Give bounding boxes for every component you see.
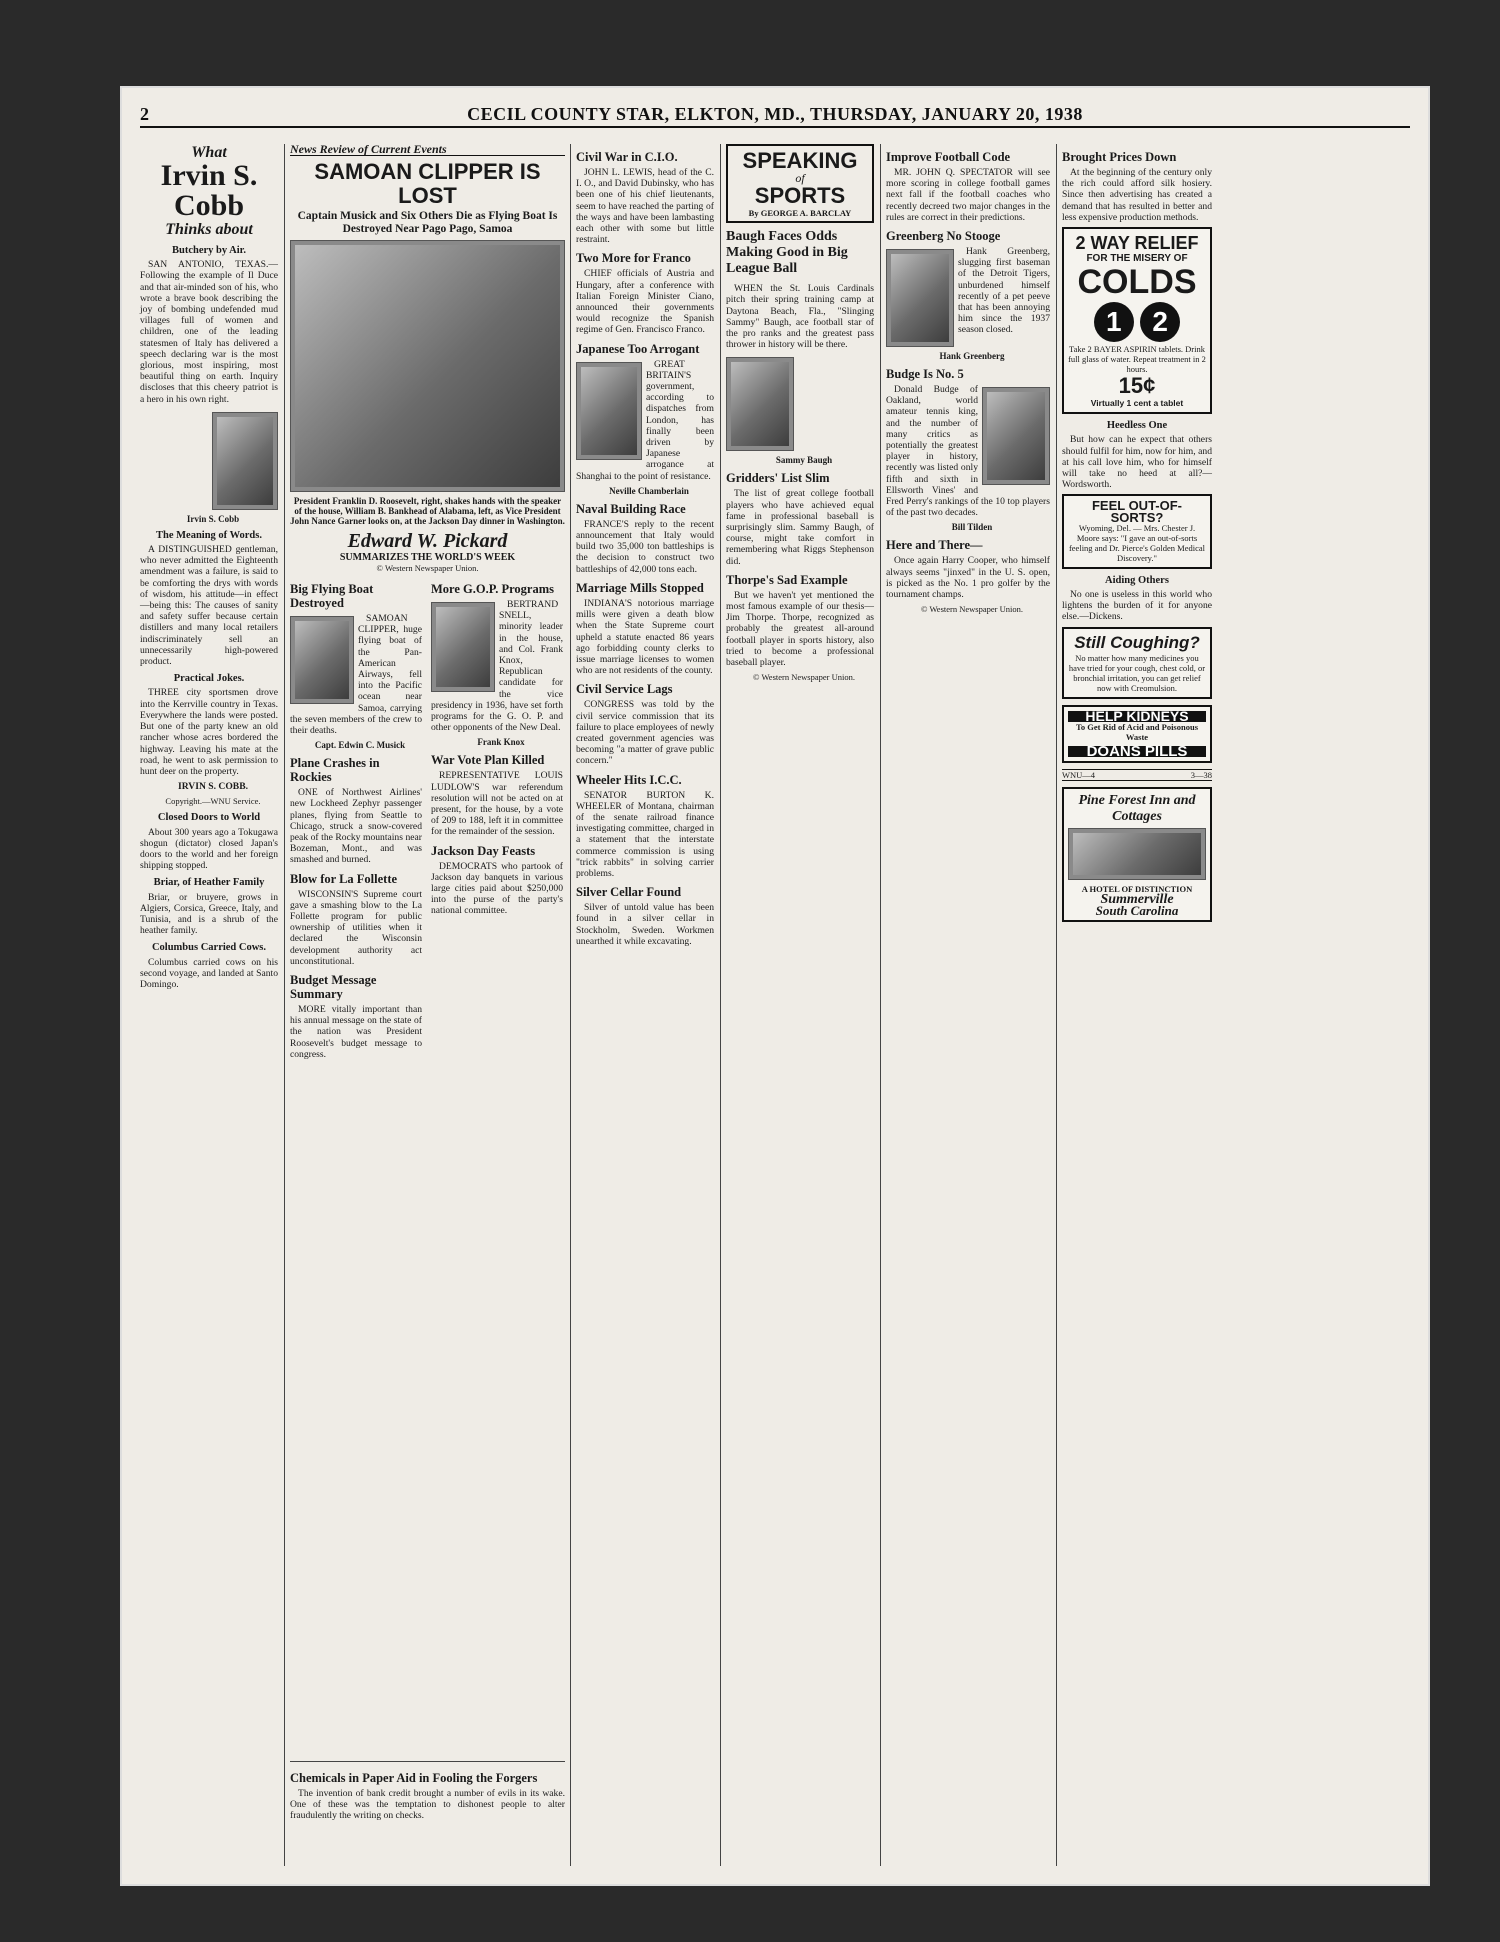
football-paragraph-4: Once again Harry Cooper, who himself always seems "jinxed" in the U. S. open, is picked as the No. 1 pro golfer by the tournament champs. xyxy=(886,555,1050,601)
relief-top: 2 WAY RELIEF xyxy=(1075,233,1199,254)
inn-headline: Pine Forest Inn and Cottages xyxy=(1078,793,1196,825)
cobb-heading-2: The Meaning of Words. xyxy=(156,529,262,541)
sports-logo-bottom: SPORTS xyxy=(754,183,846,209)
news-byline xyxy=(290,530,565,573)
knox-photo xyxy=(431,602,495,692)
relief-mid: FOR THE MISERY OF xyxy=(1086,253,1188,265)
news-photo-caption: President Franklin D. Roosevelt, right, shakes hands with the speaker of the house, William B. Bankhead of Alabama, left, as Vice President John Nance Garner looks on, at the Jackson Day dinner in Washington. xyxy=(290,496,565,527)
sports-logo xyxy=(726,144,874,223)
musick-photo xyxy=(290,616,354,704)
wnu-line xyxy=(1062,769,1212,781)
cobb-paragraph-6: Columbus carried cows on his second voyage, and landed at Santo Domingo. xyxy=(140,956,278,990)
news-photo xyxy=(290,240,565,492)
news-heading-5: More G.O.P. Programs xyxy=(431,582,555,596)
cio-paragraph-8: Silver of untold value has been found in a silver cellar in Stockholm, Sweden. Workmen unearthed it while excavating. xyxy=(576,902,714,947)
inn-illustration xyxy=(1068,828,1206,880)
cobb-paragraph-1: SAN ANTONIO, TEXAS.—Following the example of Il Duce and that air-minded son of his, who wrote a brave book describing the joy of bombing undefended mud villages full of women and children, one of the leading statesmen of Italy has delivered a speech declaring war is the most glorious, most inspiring, most beautiful thing on earth. Inquiry discloses that this cheery patriot is a hero in his own right. xyxy=(140,259,278,405)
football-paragraph-3: Donald Budge of Oakland, world amateur tennis king, and the number of many critics as potentially the greatest player in history, recently was listed only fifth and sixth in Ellsworth Vines' and Fred Perry's rankings of the 10 top players of the past two decades. xyxy=(886,384,1050,519)
cobb-logo-thinks: Thinks about xyxy=(165,221,253,238)
news-heading-1: Big Flying Boat Destroyed xyxy=(290,582,374,610)
masthead-title: CECIL COUNTY STAR, ELKTON, MD., THURSDAY, JANUARY 20, 1938 xyxy=(467,104,1083,124)
cio-paragraph-1: JOHN L. LEWIS, head of the C. I. O., and David Dubinsky, who has been one of his chief lieutenants, seem to have reached the parting of the ways and have been lambasting each other with some but little restraint. xyxy=(576,167,714,246)
news-byline-copy: © Western Newspaper Union. xyxy=(376,563,479,574)
football-heading-1: Improve Football Code xyxy=(886,150,1011,164)
wnu-code: WNU—4 xyxy=(1062,770,1096,781)
column-rule xyxy=(880,144,881,1866)
pierce-ad xyxy=(1062,494,1212,568)
cio-heading-7: Wheeler Hits I.C.C. xyxy=(576,772,682,787)
relief-text: Take 2 BAYER ASPIRIN tablets. Drink full glass of water. Repeat treatment in 2 hours. xyxy=(1068,344,1206,375)
musick-photo-caption: Capt. Edwin C. Musick xyxy=(314,740,406,751)
cobb-logo-what: What xyxy=(191,144,227,161)
newspaper-page xyxy=(120,86,1430,1886)
column-rule xyxy=(284,144,285,1866)
cobb-paragraph-4: About 300 years ago a Tokugawa shogun (dictator) closed Japan's doors to the world and her foreign shipping stopped. xyxy=(140,826,278,872)
news-byline-sub: SUMMARIZES THE WORLD'S WEEK xyxy=(339,552,516,564)
cobb-photo-caption: Irvin S. Cobb xyxy=(186,513,240,524)
inn-text: A HOTEL OF DISTINCTION xyxy=(1081,884,1193,895)
ads-heading-1: Brought Prices Down xyxy=(1062,150,1177,164)
number-one-icon: 1 xyxy=(1094,302,1134,342)
tilden-photo xyxy=(982,387,1050,485)
sports-copyright: © Western Newspaper Union. xyxy=(753,672,855,683)
inn-location: Summerville xyxy=(1100,892,1174,908)
column-cobb xyxy=(140,144,278,1866)
feel-headline: FEEL OUT-OF-SORTS? xyxy=(1091,498,1183,525)
cobb-heading-3: Practical Jokes. xyxy=(173,673,245,685)
ads-heading-2: Heedless One xyxy=(1106,420,1168,432)
news-heading-7: Jackson Day Feasts xyxy=(431,843,536,858)
football-heading-3: Budge Is No. 5 xyxy=(886,367,964,382)
column-news-b xyxy=(431,576,563,1756)
column-news-a xyxy=(290,576,422,1756)
news-paragraph-4: MORE vitally important than his annual message on the state of the nation was President Roosevelt's budget message to congress. xyxy=(290,1004,422,1060)
news-headline: SAMOAN CLIPPER IS LOST xyxy=(314,159,541,209)
sports-paragraph-1: WHEN the St. Louis Cardinals pitch their spring training camp at Daytona Beach, Fla., "Slinging Sammy" Baugh, ace football star of the pro ranks and the greatest pass thrower in history will be there. xyxy=(726,283,874,351)
cobb-copyright: Copyright.—WNU Service. xyxy=(165,796,261,807)
cio-heading-1: Civil War in C.I.O. xyxy=(576,150,678,164)
football-heading-4: Here and There— xyxy=(886,538,983,553)
cobb-logo xyxy=(140,144,278,239)
news-paragraph-3: WISCONSIN'S Supreme court gave a smashing blow to the La Follette program for public ownership of utilities when it declared the Wisconsin development authority act unconstitutional. xyxy=(290,888,422,967)
cobb-logo-name: Irvin S. Cobb xyxy=(160,159,258,222)
news-subhead: Captain Musick and Six Others Die as Flying Boat Is Destroyed Near Pago Pago, Samoa xyxy=(297,210,558,236)
relief-price: 15¢ xyxy=(1118,373,1156,399)
number-two-icon: 2 xyxy=(1140,302,1180,342)
creomulsion-ad xyxy=(1062,627,1212,699)
news-paragraph-1: SAMOAN CLIPPER, huge flying boat of the Pan-American Airways, fell into the Pacific ocean near Samoa, carrying the seven members of the crew to their deaths. xyxy=(290,613,422,737)
news-paragraph-7: DEMOCRATS who partook of Jackson day banquets in various large cities paid about $250,000 into the purse of the party's national committee. xyxy=(431,860,563,917)
cio-paragraph-6: CONGRESS was told by the civil service commission that its failure to place employees of newly created government agencies was becoming "a matter of grave public concern." xyxy=(576,699,714,767)
sports-paragraph-3: But we haven't yet mentioned the most famous example of our thesis—Jim Thorpe. Thorpe, recognized as probably the greatest all-around football player in sports history, also tried to become a professional baseball player. xyxy=(726,589,874,669)
knox-photo-caption: Frank Knox xyxy=(477,737,525,748)
feel-text: Wyoming, Del. — Mrs. Chester J. Moore says: "I gave an out-of-sorts feeling and Dr. Pierce's Golden Medical Discovery." xyxy=(1068,522,1206,563)
column-ads xyxy=(1062,144,1212,1866)
news-heading-3: Blow for La Follette xyxy=(290,871,398,886)
chamberlain-photo-caption: Neville Chamberlain xyxy=(609,485,689,496)
cobb-signature: IRVIN S. COBB. xyxy=(177,781,249,793)
cio-heading-4: Naval Building Race xyxy=(576,501,686,516)
ads-paragraph-3: No one is useless in this world who lightens the burden of it for anyone else.—Dickens. xyxy=(1062,589,1212,623)
doans-logo: DOANS PILLS xyxy=(1068,746,1206,757)
bayer-ad xyxy=(1062,227,1212,414)
ads-heading-3: Aiding Others xyxy=(1105,574,1169,586)
cough-text: No matter how many medicines you have tried for your cough, chest cold, or bronchial irritation, you can get relief now with Creomulsion. xyxy=(1068,652,1206,693)
sports-logo-of: of xyxy=(795,171,805,185)
kidneys-sub: To Get Rid of Acid and Poisonous Waste xyxy=(1075,721,1199,742)
greenberg-photo xyxy=(886,249,954,347)
baugh-photo xyxy=(726,357,794,451)
cobb-paragraph-5: Briar, or bruyere, grows in Algiers, Corsica, Greece, Italy, and Tunisia, and is a shrub of the heather family. xyxy=(140,891,278,937)
cobb-paragraph-2: A DISTINGUISHED gentleman, who never admitted the Eighteenth amendment was a failure, is said to be comforting the drys with words of wisdom, his attitude—in effect—being this: The causes of sanity and safety suffer because certain distillers and many local retailers indiscriminately sell an unnecessarily high-powered product. xyxy=(140,544,278,668)
kidneys-headline: HELP KIDNEYS xyxy=(1068,711,1206,722)
cio-paragraph-3: GREAT BRITAIN'S government, according to dispatches from London, has finally been driven by Japanese arrogance at Shanghai to the point of resistance. xyxy=(576,358,714,482)
news-heading-8: Chemicals in Paper Aid in Fooling the Forgers xyxy=(290,1771,538,1785)
cio-paragraph-7: SENATOR BURTON K. WHEELER of Montana, chairman of the senate railroad finance investigating committee, charged in a statement that the interstate commerce commission is using "trick rabbits" in solving carrier problems. xyxy=(576,789,714,879)
sports-headline: Baugh Faces Odds Making Good in Big League Ball xyxy=(726,229,848,277)
cio-heading-2: Two More for Franco xyxy=(576,251,691,266)
cobb-heading-4: Closed Doors to World xyxy=(157,812,261,824)
relief-colds: COLDS xyxy=(1077,263,1197,302)
column-rule xyxy=(720,144,721,1866)
news-paragraph-5: BERTRAND SNELL, minority leader in the house, and Col. Frank Knox, Republican candidate for the vice presidency in 1936, have set forth programs for the G. O. P. and other opponents of the New Deal. xyxy=(431,599,563,734)
doans-ad xyxy=(1062,705,1212,763)
masthead xyxy=(140,104,1410,128)
sports-paragraph-2: The list of great college football players who have achieved equal fame in professional baseball is surprisingly slim. Sammy Baugh, of course, might take comfort in remembering what Riggs Stephenson did. xyxy=(726,488,874,567)
greenberg-photo-caption: Hank Greenberg xyxy=(939,351,1005,362)
news-kicker: News Review of Current Events xyxy=(290,144,565,156)
column-news-bottom xyxy=(290,1761,565,1866)
cio-paragraph-5: INDIANA'S notorious marriage mills were given a death blow when the State Supreme court upheld a statute enacted 86 years ago forbidding county clerks to issue marriage licenses to women who are not residents of the county. xyxy=(576,597,714,677)
cobb-photo xyxy=(212,412,278,510)
cio-heading-6: Civil Service Lags xyxy=(576,682,673,697)
news-paragraph-2: ONE of Northwest Airlines' new Lockheed Zephyr passenger planes, flying from Seattle to Chicago, struck a snow-covered peak of the Rocky mountains near Bozeman, Mont., and was smashed and burned. xyxy=(290,787,422,866)
football-heading-2: Greenberg No Stooge xyxy=(886,229,1001,244)
news-heading-4: Budget Message Summary xyxy=(290,973,377,1002)
column-sports xyxy=(726,144,874,1866)
tilden-photo-caption: Bill Tilden xyxy=(951,522,993,533)
cio-paragraph-4: FRANCE'S reply to the recent announcement that Italy would build two 35,000 ton battleships is the decision to construct two battleships of 42,000 tons each. xyxy=(576,518,714,575)
football-copyright: © Western Newspaper Union. xyxy=(921,604,1023,615)
column-news-top xyxy=(290,142,565,574)
football-paragraph-1: MR. JOHN Q. SPECTATOR will see more scoring in college football games next fall if the football coaches who recently decreed two major changes in the rules are correct in their predictions. xyxy=(886,167,1050,223)
cough-headline: Still Coughing? xyxy=(1074,632,1200,652)
page-number: 2 xyxy=(140,104,149,124)
cobb-heading-1: Butchery by Air. xyxy=(172,245,246,256)
news-heading-2: Plane Crashes in Rockies xyxy=(290,756,380,785)
column-rule xyxy=(1056,144,1057,1866)
news-paragraph-8: The invention of bank credit brought a number of evils in its wake. One of these was the temptation to dishonest people to alter fraudulently the writing on checks. xyxy=(290,1788,565,1822)
sports-heading-2: Gridders' List Slim xyxy=(726,471,830,486)
chamberlain-photo xyxy=(576,362,642,460)
sports-heading-3: Thorpe's Sad Example xyxy=(726,572,848,587)
news-heading-6: War Vote Plan Killed xyxy=(431,753,545,768)
cobb-heading-6: Columbus Carried Cows. xyxy=(151,942,267,954)
column-cio xyxy=(576,144,714,1866)
cio-heading-8: Silver Cellar Found xyxy=(576,885,682,900)
sports-logo-by: By GEORGE A. BARCLAY xyxy=(748,208,852,219)
cio-heading-3: Japanese Too Arrogant xyxy=(576,341,700,356)
news-byline-name: Edward W. Pickard xyxy=(347,530,508,553)
ads-paragraph-2: But how can he expect that others should fulfil for him, now for him, and at his call love him, who for himself will take no heed at all?—Wordsworth. xyxy=(1062,434,1212,491)
relief-numbers xyxy=(1068,300,1206,344)
baugh-photo-caption: Sammy Baugh xyxy=(775,455,833,466)
inn-state: South Carolina xyxy=(1095,903,1179,919)
ads-paragraph-1: At the beginning of the century only the rich could afford silk hosiery. Since then advertising has created a demand that has resulted in better and less expensive production methods. xyxy=(1062,167,1212,223)
wnu-date: 3—38 xyxy=(1190,770,1212,781)
sports-logo-top: SPEAKING xyxy=(742,148,858,173)
cobb-heading-5: Briar, of Heather Family xyxy=(153,877,265,889)
inn-ad xyxy=(1062,787,1212,922)
column-rule xyxy=(570,144,571,1866)
cobb-paragraph-3: THREE city sportsmen drove into the Kerrville country in Texas. Everywhere the lands were posted. But one of the party knew an old rancher whose acres bordered the highway. Leaving his mate at the road, he went to ask permission to hunt deer on the property. xyxy=(140,687,278,777)
column-football xyxy=(886,144,1050,1866)
cio-heading-5: Marriage Mills Stopped xyxy=(576,580,704,595)
news-paragraph-6: REPRESENTATIVE LOUIS LUDLOW'S war referendum resolution will not be acted on at present, for the house, by a vote of 209 to 188, left it in committee for the remainder of the session. xyxy=(431,770,563,838)
cio-paragraph-2: CHIEF officials of Austria and Hungary, after a conference with Italian Foreign Minister Ciano, announced their governments would recognize the Spanish regime of Gen. Francisco Franco. xyxy=(576,268,714,336)
relief-price-sub: Virtually 1 cent a tablet xyxy=(1090,398,1184,409)
football-paragraph-2: Hank Greenberg, slugging first baseman of the Detroit Tigers, unburdened himself recently of a pet peeve that has been annoying him since the 1937 season closed. xyxy=(958,246,1050,336)
